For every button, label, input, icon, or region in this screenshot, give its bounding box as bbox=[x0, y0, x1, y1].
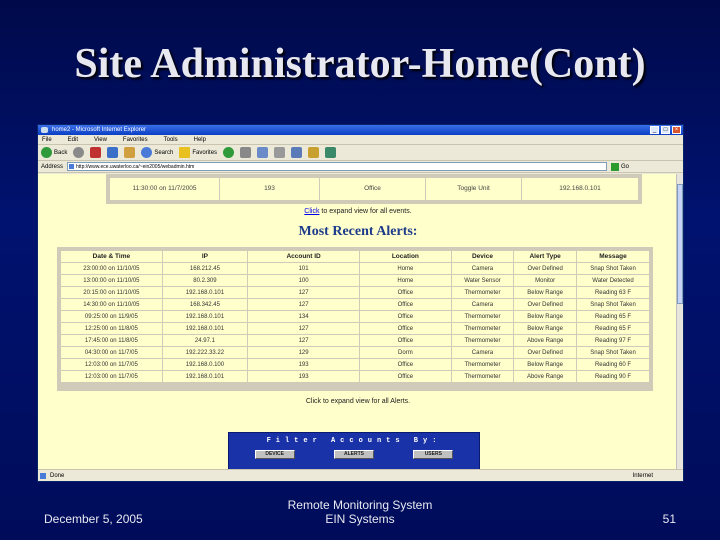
col-alert-type: Alert Type bbox=[514, 251, 576, 262]
table-cell: 12:03:00 on 11/7/05 bbox=[61, 371, 162, 382]
browser-toolbar bbox=[38, 145, 683, 161]
table-cell: Reading 65 F bbox=[577, 323, 649, 334]
table-cell: 192.168.0.101 bbox=[163, 323, 247, 334]
maximize-button[interactable]: □ bbox=[661, 126, 670, 134]
table-cell: Reading 97 F bbox=[577, 335, 649, 346]
menu-tools[interactable]: Tools bbox=[163, 137, 178, 143]
table-cell: 129 bbox=[248, 347, 359, 358]
table-cell: Reading 63 F bbox=[577, 287, 649, 298]
go-arrow-icon bbox=[611, 163, 619, 171]
table-cell: 192.168.0.101 bbox=[163, 287, 247, 298]
alerts-table bbox=[60, 250, 650, 383]
table-row bbox=[61, 275, 649, 286]
table-cell: Office bbox=[360, 287, 450, 298]
table-cell: Reading 60 F bbox=[577, 359, 649, 370]
table-cell: 193 bbox=[248, 359, 359, 370]
table-cell: Over Defined bbox=[514, 299, 576, 310]
menu-edit[interactable]: Edit bbox=[67, 137, 79, 143]
table-cell: 13:00:00 on 11/10/05 bbox=[61, 275, 162, 286]
alerts-title: Most Recent Alerts: bbox=[298, 224, 418, 239]
menu-help[interactable]: Help bbox=[193, 137, 206, 143]
table-cell: Office bbox=[360, 311, 450, 322]
table-cell: Office bbox=[360, 371, 450, 382]
filter-accounts-panel bbox=[228, 432, 480, 470]
col-location: Location bbox=[360, 251, 450, 262]
table-row bbox=[61, 263, 649, 274]
table-cell: Office bbox=[360, 359, 450, 370]
table-row bbox=[61, 335, 649, 346]
minimize-button[interactable]: _ bbox=[650, 126, 659, 134]
table-cell: Below Range bbox=[514, 311, 576, 322]
footer-center-line1: Remote Monitoring System bbox=[287, 498, 433, 512]
history-icon[interactable] bbox=[240, 147, 251, 158]
address-input[interactable]: http://www.ece.uwaterloo.ca/~ein2005/webadmin.htm bbox=[67, 162, 607, 171]
mail-icon[interactable] bbox=[257, 147, 268, 158]
col-date-time: Date & Time bbox=[61, 251, 162, 262]
table-cell: 192.222.33.22 bbox=[163, 347, 247, 358]
table-cell: 12:25:00 on 11/8/05 bbox=[61, 323, 162, 334]
filter-alerts-button[interactable]: ALERTS bbox=[334, 450, 374, 459]
table-cell: Snap Shot Taken bbox=[577, 347, 649, 358]
events-expand-link[interactable]: Click bbox=[304, 208, 320, 215]
table-cell: Below Range bbox=[514, 359, 576, 370]
alerts-table-frame bbox=[57, 247, 653, 391]
star-icon bbox=[179, 147, 190, 158]
table-cell: Thermometer bbox=[452, 359, 514, 370]
scrollbar-thumb[interactable] bbox=[677, 184, 683, 304]
table-cell: 127 bbox=[248, 335, 359, 346]
table-cell: Office bbox=[360, 335, 450, 346]
table-row bbox=[61, 371, 649, 382]
table-cell: Snap Shot Taken bbox=[577, 299, 649, 310]
menu-bar bbox=[38, 135, 683, 145]
media-icon[interactable] bbox=[223, 147, 234, 158]
table-cell: 14:30:00 on 11/10/05 bbox=[61, 299, 162, 310]
table-cell: 193 bbox=[248, 371, 359, 382]
table-cell: Monitor bbox=[514, 275, 576, 286]
stop-icon[interactable] bbox=[90, 147, 101, 158]
table-cell: 168.212.45 bbox=[163, 263, 247, 274]
table-cell: Office bbox=[360, 299, 450, 310]
search-button[interactable]: Search bbox=[141, 147, 173, 158]
back-button[interactable]: Back bbox=[41, 147, 67, 158]
status-bar bbox=[38, 469, 683, 481]
status-text: Done bbox=[50, 473, 65, 479]
footer-center-line2: EIN Systems bbox=[325, 512, 395, 526]
table-row bbox=[61, 359, 649, 370]
table-cell: 192.168.0.101 bbox=[163, 311, 247, 322]
table-cell: Snap Shot Taken bbox=[577, 263, 649, 274]
filter-users-button[interactable]: USERS bbox=[413, 450, 453, 459]
table-cell: Thermometer bbox=[452, 311, 514, 322]
table-cell: 80.2.309 bbox=[163, 275, 247, 286]
footer-center bbox=[260, 498, 460, 526]
table-cell: Thermometer bbox=[452, 323, 514, 334]
footer-date: December 5, 2005 bbox=[44, 512, 143, 526]
menu-favorites[interactable]: Favorites bbox=[122, 137, 148, 143]
table-row bbox=[61, 287, 649, 298]
discuss-icon[interactable] bbox=[308, 147, 319, 158]
table-cell: Camera bbox=[452, 347, 514, 358]
col-account-id: Account ID bbox=[248, 251, 359, 262]
page-icon bbox=[40, 473, 46, 479]
refresh-icon[interactable] bbox=[107, 147, 118, 158]
table-cell: Above Range bbox=[514, 371, 576, 382]
table-cell: Over Defined bbox=[514, 263, 576, 274]
search-icon bbox=[141, 147, 152, 158]
filter-device-button[interactable]: DEVICE bbox=[255, 450, 295, 459]
back-arrow-icon bbox=[41, 147, 52, 158]
events-expand-text: Click to expand view for all events. bbox=[304, 208, 412, 215]
table-cell: Water Detected bbox=[577, 275, 649, 286]
table-cell: Below Range bbox=[514, 323, 576, 334]
zone-text: Internet bbox=[632, 473, 653, 479]
table-cell: 127 bbox=[248, 323, 359, 334]
table-cell: 134 bbox=[248, 311, 359, 322]
table-cell: Camera bbox=[452, 263, 514, 274]
table-cell: 127 bbox=[248, 287, 359, 298]
table-cell: 17:45:00 on 11/8/05 bbox=[61, 335, 162, 346]
forward-arrow-icon[interactable] bbox=[73, 147, 84, 158]
ie-icon bbox=[41, 127, 48, 133]
table-cell: Home bbox=[360, 263, 450, 274]
edit-icon[interactable] bbox=[291, 147, 302, 158]
col-message: Message bbox=[577, 251, 649, 262]
filter-title: Filter Accounts By: bbox=[266, 437, 442, 445]
alerts-header-row bbox=[61, 251, 649, 262]
messenger-icon[interactable] bbox=[325, 147, 336, 158]
print-icon[interactable] bbox=[274, 147, 285, 158]
table-cell: Thermometer bbox=[452, 335, 514, 346]
table-cell: Above Range bbox=[514, 335, 576, 346]
slide-title: Site Administrator-Home(Cont) bbox=[74, 41, 646, 87]
browser-titlebar bbox=[38, 125, 683, 135]
favorites-button[interactable]: Favorites bbox=[179, 147, 217, 158]
table-cell: 192.168.0.100 bbox=[163, 359, 247, 370]
table-cell: 20:15:00 on 11/10/05 bbox=[61, 287, 162, 298]
table-cell: 127 bbox=[248, 299, 359, 310]
go-button[interactable]: Go bbox=[611, 163, 629, 171]
table-cell: 192.168.0.101 bbox=[163, 371, 247, 382]
table-row bbox=[61, 311, 649, 322]
table-cell: 09:25:00 on 11/9/05 bbox=[61, 311, 162, 322]
table-cell: 168.342.45 bbox=[163, 299, 247, 310]
vertical-scrollbar[interactable] bbox=[676, 174, 683, 471]
table-cell: 04:30:00 on 11/7/05 bbox=[61, 347, 162, 358]
table-cell: 24.97.1 bbox=[163, 335, 247, 346]
table-cell: Below Range bbox=[514, 287, 576, 298]
page-content bbox=[38, 174, 678, 471]
table-cell: 100 bbox=[248, 275, 359, 286]
table-cell: Home bbox=[360, 275, 450, 286]
events-table-row: 11:30:00 on 11/7/2005 193 Office Toggle Unit 192.168.0.101 bbox=[110, 178, 638, 200]
browser-title: home2 - Microsoft Internet Explorer bbox=[52, 127, 147, 133]
table-cell: Dorm bbox=[360, 347, 450, 358]
table-cell: 12:03:00 on 11/7/05 bbox=[61, 359, 162, 370]
col-device: Device bbox=[452, 251, 514, 262]
table-cell: Reading 90 F bbox=[577, 371, 649, 382]
table-cell: Camera bbox=[452, 299, 514, 310]
col-ip: IP bbox=[163, 251, 247, 262]
close-button[interactable]: × bbox=[672, 126, 681, 134]
menu-view[interactable]: View bbox=[94, 137, 107, 143]
alerts-expand-text[interactable]: Click to expand view for all Alerts. bbox=[305, 398, 411, 405]
table-cell: Office bbox=[360, 323, 450, 334]
table-cell: 101 bbox=[248, 263, 359, 274]
address-label: Address bbox=[41, 163, 64, 170]
page-number: 51 bbox=[662, 512, 676, 526]
address-bar bbox=[38, 161, 683, 173]
table-row bbox=[61, 323, 649, 334]
table-row bbox=[61, 299, 649, 310]
table-cell: Over Defined bbox=[514, 347, 576, 358]
table-cell: Water Sensor bbox=[452, 275, 514, 286]
home-icon[interactable] bbox=[124, 147, 135, 158]
browser-window bbox=[37, 124, 684, 482]
table-cell: 23:00:00 on 11/10/05 bbox=[61, 263, 162, 274]
menu-file[interactable]: File bbox=[42, 137, 52, 143]
table-cell: Thermometer bbox=[452, 287, 514, 298]
table-cell: Reading 65 F bbox=[577, 311, 649, 322]
table-cell: Thermometer bbox=[452, 371, 514, 382]
table-row bbox=[61, 347, 649, 358]
